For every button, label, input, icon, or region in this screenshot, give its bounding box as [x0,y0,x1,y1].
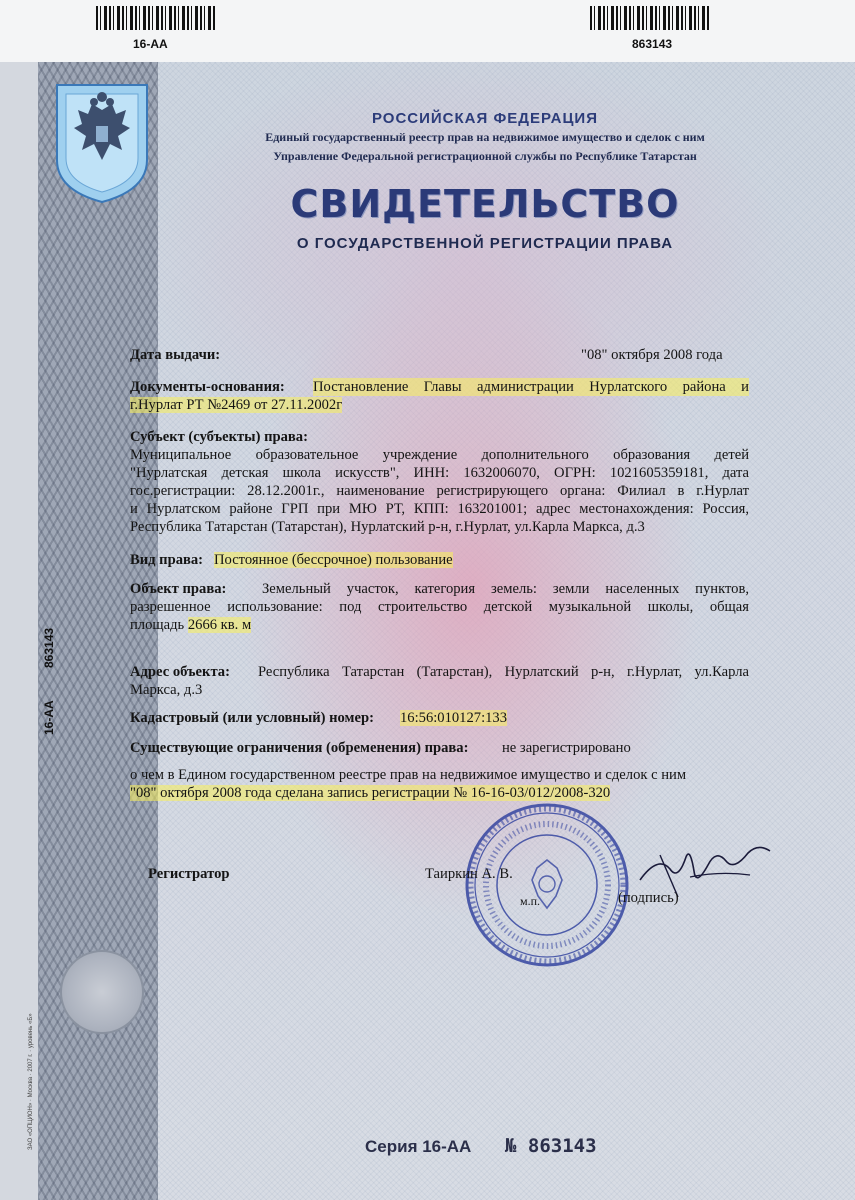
subject-line-1: Муниципальное образовательное учреждение дополнительного образования детей [130,447,749,463]
side-series: 16-АА [42,700,56,735]
official-seal-icon [462,800,632,970]
header-registry-line: Единый государственный реестр прав на недвижимое имущество и сделок с ним [265,130,705,144]
registrar-label: Регистратор [148,866,230,882]
object-area: 2666 кв. м [187,617,252,633]
side-number: 863143 [42,627,56,668]
header-country: РОССИЙСКАЯ ФЕДЕРАЦИЯ [371,110,598,127]
printer-microtext: ЗАО «ОПЦИОН» · Москва · 2007 г. · уровень «Б» [28,1013,34,1150]
record-line-1: о чем в Едином государственном реестре прав на недвижимое имущество и сделок с ним [130,767,687,783]
subject-label: Субъект (субъекты) права: [130,429,308,445]
issue-date-value: "08" октября 2008 года [581,347,723,363]
right-type-text: Постоянное (бессрочное) пользование [214,552,453,568]
subject-line-4: и Нурлатском районе ГРП при МЮ РТ, КПП: 163201001; адрес местонахождения: Россия, [130,501,749,517]
cadastral-number: 16:56:010127:133 [400,710,508,726]
emblem-roundel-icon [60,950,144,1034]
restrictions-label: Существующие ограничения (обременения) права: [130,740,469,756]
object-label: Объект права: [130,581,227,597]
footer-series: Серия 16-АА [365,1137,472,1156]
barcode-left-label: 16-АА [133,37,168,51]
object-line-1: Земельный участок, категория земель: земли населенных пунктов, [262,581,749,597]
barcode-left [96,6,216,30]
barcode-right [590,6,710,30]
issue-date-label: Дата выдачи: [130,347,221,363]
coat-of-arms-icon [52,80,152,205]
restrictions-value: не зарегистрировано [502,740,631,756]
seal-place-label: м.п. [520,894,541,908]
subject-line-3: гос.регистрации: 28.12.2001г., наименование регистрирующего органа: Филиал в г.Нурлат [130,483,749,499]
subject-line-5: Республика Татарстан (Татарстан), Нурлатский р-н, г.Нурлат, ул.Карла Маркса, д.3 [130,519,645,535]
registrar-name: Таиркин А. В. [425,866,513,882]
signature-caption: (подпись) [618,890,679,906]
document-subtitle: О ГОСУДАРСТВЕННОЙ РЕГИСТРАЦИИ ПРАВА [296,235,674,252]
address-label: Адрес объекта: [130,664,230,680]
top-strip [0,0,855,62]
documents-line-1-text: Постановление Главы администрации Нурлатского района и [313,379,749,395]
cadastral-label: Кадастровый (или условный) номер: [130,710,374,726]
documents-line-1 [313,378,749,396]
object-line-2: разрешенное использование: под строительство детской музыкальной школы, общая [130,599,749,615]
record-number-text: "08" октября 2008 года сделана запись регистрации № 16-16-03/012/2008-320 [130,785,611,801]
address-line-1: Республика Татарстан (Татарстан), Нурлатский р-н, г.Нурлат, ул.Карла [258,664,749,680]
cadastral-value [400,709,507,727]
header-authority-line: Управление Федеральной регистрационной службы по Республике Татарстан [273,149,697,163]
documents-label: Документы-основания: [130,379,285,395]
barcode-right-label: 863143 [632,37,673,51]
documents-line-2 [130,396,342,414]
object-line-3 [130,616,251,634]
subject-line-2: "Нурлатская детская школа искусств", ИНН: 1632006070, ОГРН: 1021605359181, дата [130,465,749,481]
right-type-value [214,551,453,569]
documents-line-2-text: г.Нурлат РТ №2469 от 27.11.2002г [130,397,343,413]
footer-number: № 863143 [505,1135,597,1157]
right-type-label: Вид права: [130,552,204,568]
address-line-2: Маркса, д.3 [130,682,203,698]
object-area-prefix: площадь [130,617,188,633]
document-title: СВИДЕТЕЛЬСТВО [290,182,680,226]
